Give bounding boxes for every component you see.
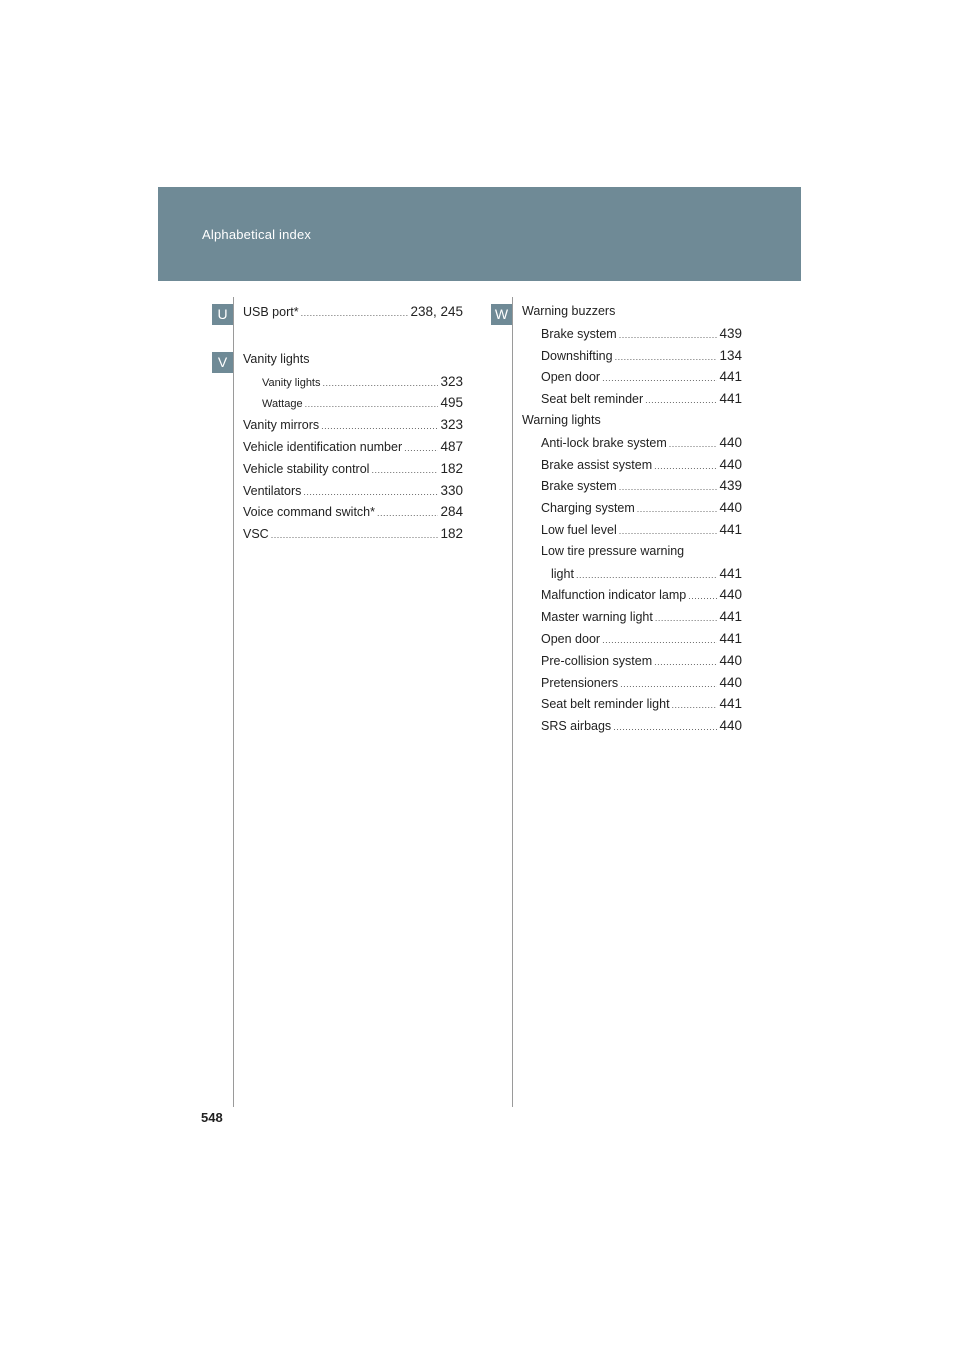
leader-dots — [645, 395, 717, 405]
index-column-left — [243, 304, 463, 548]
leader-dots — [576, 570, 718, 580]
index-entry-vanity-mirrors[interactable] — [243, 417, 463, 439]
column-divider-left — [233, 297, 234, 1107]
index-entry-ventilators[interactable] — [243, 483, 463, 505]
index-entry-wb-open-door[interactable] — [522, 369, 742, 391]
index-entry-wl-anti-lock-brake[interactable] — [522, 435, 742, 457]
section-letter-u: U — [212, 304, 233, 325]
entry-label: Voice command switch* — [243, 505, 376, 520]
leader-dots — [672, 700, 718, 710]
leader-dots — [619, 526, 718, 536]
leader-dots — [301, 308, 409, 318]
index-entry-wl-srs-airbags[interactable] — [522, 718, 742, 740]
leader-dots — [377, 508, 438, 518]
leader-dots — [305, 399, 439, 409]
entry-label: Low tire pressure warning — [541, 543, 685, 558]
entry-label: Malfunction indicator lamp — [541, 588, 687, 603]
entry-label: Downshifting — [541, 348, 613, 363]
entry-page: 441 — [719, 609, 742, 625]
entry-page: 441 — [719, 565, 742, 581]
entry-label: Brake system — [541, 326, 617, 341]
entry-label: Brake system — [541, 479, 617, 494]
entry-label: Low fuel level — [541, 522, 617, 537]
leader-dots — [602, 373, 717, 383]
index-entry-wl-malfunction-indicator[interactable] — [522, 587, 742, 609]
index-entry-wb-brake-system[interactable] — [522, 326, 742, 348]
entry-page: 440 — [719, 434, 742, 450]
entry-label: Vehicle identification number — [243, 439, 403, 454]
leader-dots — [271, 530, 439, 540]
entry-label: SRS airbags — [541, 719, 612, 734]
entry-label: Wattage — [262, 398, 303, 411]
entry-page: 440 — [719, 456, 742, 472]
entry-page: 182 — [440, 460, 463, 476]
leader-dots — [615, 352, 718, 362]
page-number: 548 — [201, 1110, 223, 1125]
entry-label: Charging system — [541, 501, 635, 516]
entry-page: 284 — [440, 504, 463, 520]
index-heading-vanity-lights — [243, 352, 463, 374]
index-entry-wl-low-tire-pressure — [522, 544, 742, 566]
entry-label: Seat belt reminder — [541, 392, 644, 407]
index-entry-vehicle-stability-control[interactable] — [243, 461, 463, 483]
section-letter-v: V — [212, 352, 233, 373]
leader-dots — [655, 613, 718, 623]
entry-label: Ventilators — [243, 483, 302, 498]
column-divider-right — [512, 297, 513, 1107]
entry-page: 440 — [719, 587, 742, 603]
leader-dots — [371, 465, 438, 475]
index-column-right — [522, 304, 742, 740]
leader-dots — [688, 591, 717, 601]
entry-page: 440 — [719, 718, 742, 734]
leader-dots — [619, 482, 718, 492]
entry-label: Pretensioners — [541, 675, 619, 690]
entry-label: Warning lights — [522, 412, 601, 427]
index-entry-wl-low-tire-pressure-light[interactable] — [522, 566, 742, 588]
entry-label: VSC — [243, 527, 269, 542]
index-entry-usb-port[interactable] — [243, 304, 463, 326]
entry-page: 330 — [440, 482, 463, 498]
entry-label: USB port* — [243, 305, 299, 319]
leader-dots — [321, 421, 438, 431]
entry-label: Vanity mirrors — [243, 418, 320, 433]
index-entry-wattage[interactable] — [243, 395, 463, 417]
leader-dots — [602, 635, 717, 645]
index-entry-wl-pre-collision[interactable] — [522, 653, 742, 675]
entry-page: 441 — [719, 696, 742, 712]
entry-page: 439 — [719, 478, 742, 494]
entry-label: Anti-lock brake system — [541, 435, 667, 450]
entry-page: 441 — [719, 630, 742, 646]
page-header — [158, 187, 801, 281]
entry-label: Open door — [541, 370, 601, 385]
index-heading-warning-buzzers — [522, 304, 742, 326]
leader-dots — [323, 378, 439, 388]
entry-page: 238, 245 — [410, 304, 463, 319]
page-title: Alphabetical index — [202, 227, 312, 242]
entry-page: 487 — [440, 438, 463, 454]
index-entry-vsc[interactable] — [243, 526, 463, 548]
index-entry-wl-low-fuel[interactable] — [522, 522, 742, 544]
leader-dots — [619, 330, 718, 340]
entry-page: 441 — [719, 391, 742, 407]
entry-page: 440 — [719, 500, 742, 516]
leader-dots — [620, 679, 717, 689]
index-entry-wb-downshifting[interactable] — [522, 348, 742, 370]
index-entry-vanity-lights-sub[interactable] — [243, 374, 463, 396]
entry-label: Master warning light — [541, 610, 653, 625]
leader-dots — [613, 722, 717, 732]
entry-page: 134 — [719, 347, 742, 363]
entry-page: 439 — [719, 325, 742, 341]
entry-label: Vanity lights — [243, 351, 310, 366]
leader-dots — [637, 504, 718, 514]
entry-page: 440 — [719, 652, 742, 668]
leader-dots — [404, 443, 438, 453]
entry-page: 440 — [719, 674, 742, 690]
index-entry-wl-master-warning[interactable] — [522, 609, 742, 631]
index-entry-wb-seat-belt-reminder[interactable] — [522, 391, 742, 413]
leader-dots — [669, 439, 718, 449]
entry-page: 323 — [440, 417, 463, 433]
leader-dots — [654, 461, 717, 471]
leader-dots — [303, 487, 438, 497]
entry-page: 495 — [440, 395, 463, 411]
index-entry-wl-brake-assist[interactable] — [522, 457, 742, 479]
entry-label: Brake assist system — [541, 457, 653, 472]
entry-label: Open door — [541, 631, 601, 646]
entry-page: 441 — [719, 521, 742, 537]
index-entry-wl-open-door[interactable] — [522, 631, 742, 653]
leader-dots — [654, 657, 717, 667]
index-heading-warning-lights — [522, 413, 742, 435]
section-letter-w: W — [491, 304, 512, 325]
entry-label: Seat belt reminder light — [541, 697, 670, 712]
entry-label: Pre-collision system — [541, 653, 653, 668]
entry-page: 441 — [719, 369, 742, 385]
entry-page: 182 — [440, 526, 463, 542]
index-entry-wl-charging-system[interactable] — [522, 500, 742, 522]
index-entry-wl-seat-belt-reminder-light[interactable] — [522, 696, 742, 718]
index-entry-vin[interactable] — [243, 439, 463, 461]
entry-page: 323 — [440, 373, 463, 389]
entry-label: light — [551, 566, 574, 581]
index-entry-voice-command-switch[interactable] — [243, 504, 463, 526]
index-entry-wl-brake-system[interactable] — [522, 478, 742, 500]
entry-label: Vehicle stability control — [243, 461, 370, 476]
entry-label: Warning buzzers — [522, 304, 616, 318]
entry-label: Vanity lights — [262, 376, 321, 389]
index-entry-wl-pretensioners[interactable] — [522, 675, 742, 697]
